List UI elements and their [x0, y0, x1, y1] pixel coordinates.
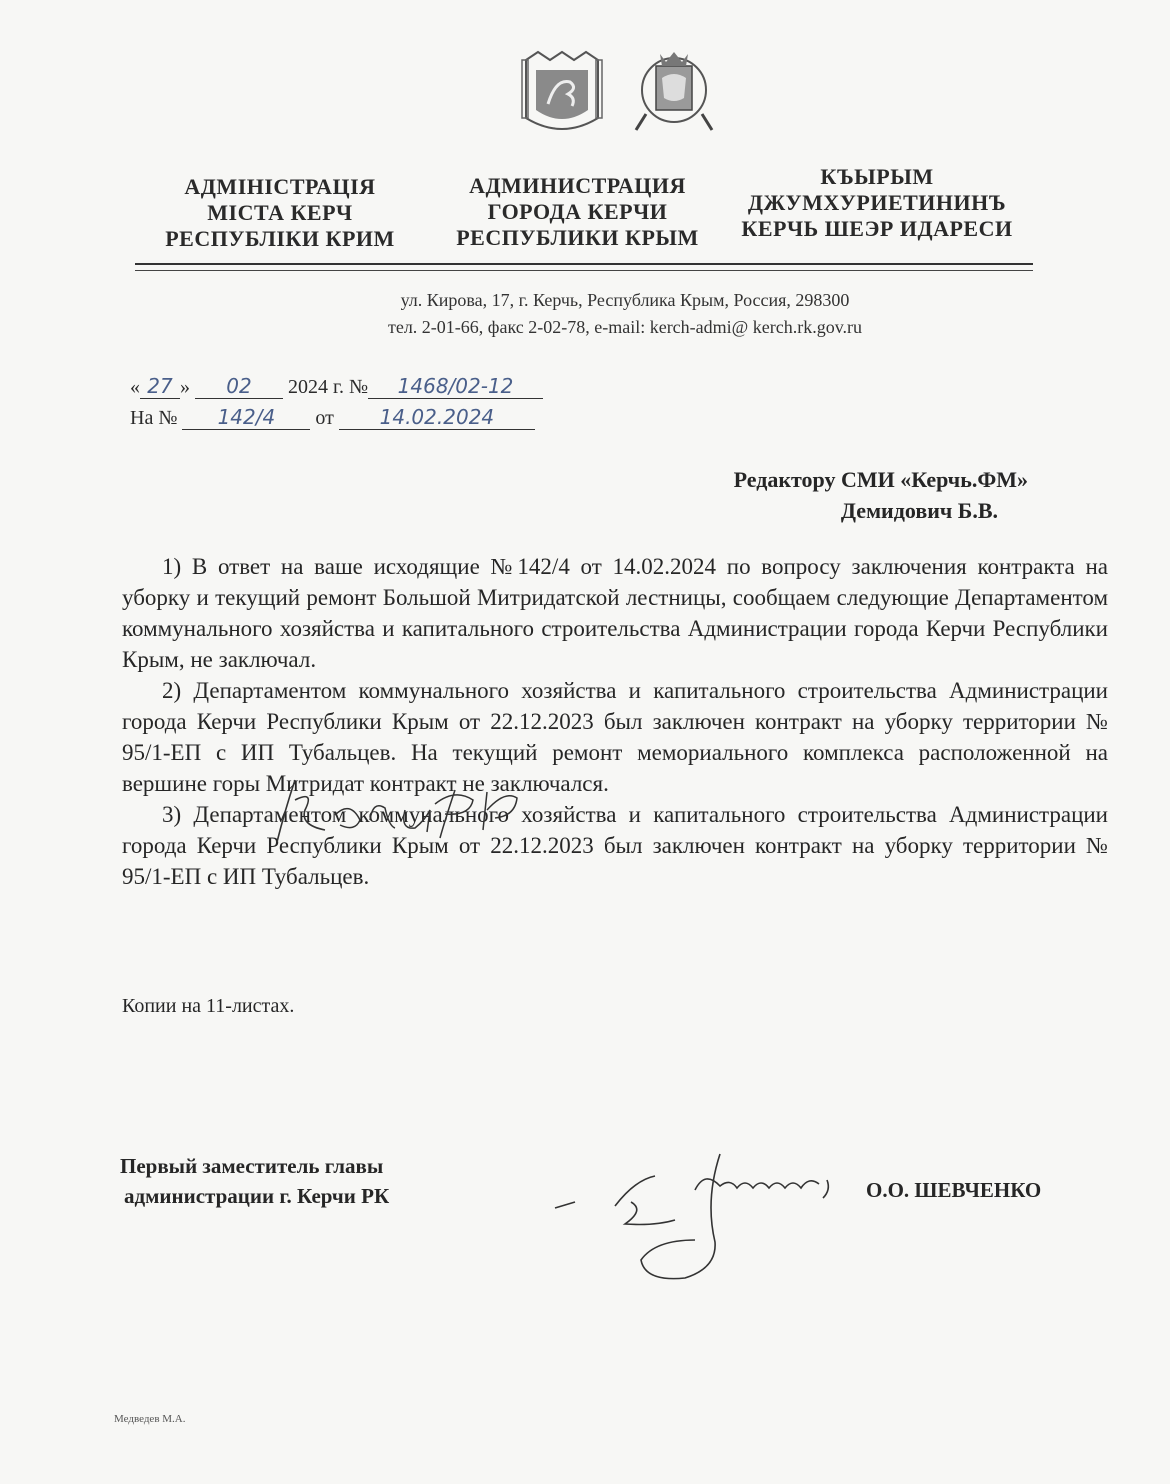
- copies-note: Копии на 11-листах.: [122, 995, 295, 1017]
- letterhead-ukrainian: АДМІНІСТРАЦІЯ МІСТА КЕРЧ РЕСПУБЛІКИ КРИМ: [165, 174, 395, 251]
- letterhead-crimean-tatar: КЪЫРЫМ ДЖУМХУРИЕТИНИНЪ КЕРЧЬ ШЕЭР ИДАРЕСИ: [741, 164, 1013, 241]
- reg-number: 1468/02-12: [368, 374, 543, 399]
- letterhead-divider: [135, 263, 1033, 265]
- ref-number: 142/4: [182, 405, 310, 430]
- reg-month: 02: [195, 374, 283, 399]
- letter-body: [122, 551, 1108, 892]
- address-line: ул. Кирова, 17, г. Керчь, Республика Крым, Россия, 298300: [400, 290, 850, 310]
- signatory-position: Первый заместитель главы администрации г. Керчи РК: [120, 1154, 390, 1208]
- letterhead-divider-thin: [135, 270, 1033, 271]
- paragraph-2: 2) Департаментом коммунального хозяйства и капитального строительства Администрации города Керчи Республики Крым от 22.12.2023 был заключен контракт на уборку территории № 95/1-ЕП с ИП Тубальцев. На текущий ремонт мемориального комплекса расположенной на вершине горы Митридат контракт не заключался.: [122, 678, 1108, 796]
- outgoing-registration: « 27 » 02 2024 г. № 1468/02-12: [130, 374, 543, 399]
- ref-date: 14.02.2024: [339, 405, 535, 430]
- signature-drawing: [545, 1150, 845, 1290]
- reg-day: 27: [140, 374, 180, 399]
- kerch-emblem-icon: [636, 52, 712, 130]
- letterhead-russian: АДМИНИСТРАЦИЯ ГОРОДА КЕРЧИ РЕСПУБЛИКИ КРЫМ: [456, 173, 699, 250]
- paragraph-3: 3) Департаментом коммунального хозяйства и капитального строительства Администрации города Керчи Республики Крым от 22.12.2023 был заключен контракт на уборку территории № 95/1-ЕП с ИП Тубальцев.: [122, 802, 1108, 889]
- crimea-emblem-icon: [522, 52, 602, 129]
- signatory-name: О.О. ШЕВЧЕНКО: [866, 1178, 1042, 1202]
- addressee-block: Редактору СМИ «Керчь.ФМ» Демидович Б.В.: [733, 467, 1028, 523]
- coat-of-arms-emblems: [518, 48, 722, 136]
- paragraph-1: 1) В ответ на ваше исходящие №142/4 от 14.02.2024 по вопросу заключения контракта на уборку и текущий ремонт Большой Митридатской лестницы, сообщаем следующие Департаментом коммунального хозяйства и капитального строительства Администрации города Керчи Республики Крым, не заключал.: [122, 554, 1108, 672]
- contacts-line: тел. 2-01-66, факс 2-02-78, e-mail: kerch-admi@ kerch.rk.gov.ru: [387, 317, 863, 337]
- executor-name: Медведев М.А.: [114, 1413, 186, 1425]
- incoming-reference: На № 142/4 от 14.02.2024: [130, 405, 535, 430]
